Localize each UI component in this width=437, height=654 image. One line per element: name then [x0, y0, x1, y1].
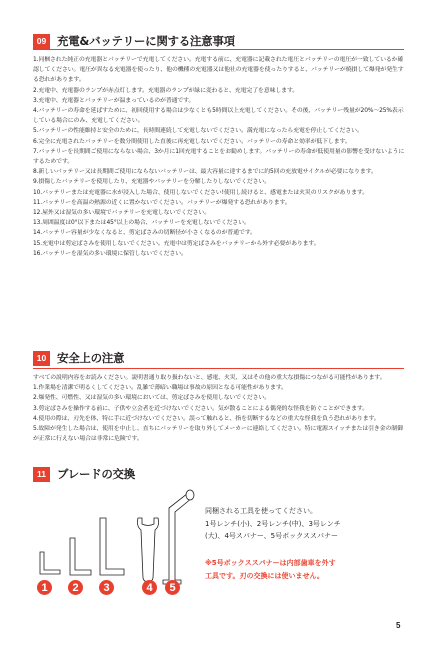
tools-description	[205, 505, 415, 543]
list-item: 15.充電中は剪定ばさみを使用しないでください。充電中は剪定ばさみをバッテリーから外す必要があります。	[33, 240, 320, 247]
spanner-icon	[137, 518, 158, 582]
list-item: 10.バッテリーまたは充電器に水が浸入した場合、使用しないでください!使用し続けると、感電または火災のリスクがあります。	[33, 189, 369, 196]
list-item: 11.バッテリーを高温の熱源の近くに置かないでください。バッテリーが爆発する恐れがあります。	[33, 199, 291, 206]
section-title: 充電&バッテリーに関する注意事項	[57, 34, 235, 48]
list-item: 5.バッテリーの性能維持と安全のために、長時間連続して充電しないでください。満充電になったら充電を停止してください。	[33, 128, 363, 135]
section-number: 11	[33, 467, 50, 482]
list-item: 9.損傷したバッテリーを使用したり、充電器やバッテリーを分解したりしないでください。	[33, 179, 271, 186]
list-item: 1.作業場を清潔で明るくしてください。乱雑で薄暗い職場は事故の原因となる可能性があります。	[33, 385, 287, 392]
list-item: 16.バッテリーを湿気の多い環境に保管しないでください。	[33, 250, 187, 257]
list-item: 8.新しいバッテリー又は長期間ご使用にならないバッテリーは、最大容量に達するまでに約5回の充放電サイクルが必要になります。	[33, 169, 377, 176]
tools-text-line: 同梱される工具を使ってください。	[205, 507, 317, 515]
warning-line: 工具です。刃の交換には使いません。	[205, 571, 324, 580]
section-title: 安全上の注意	[57, 351, 125, 365]
list-item: 4.バッテリーの寿命を延ばすために、初回使用する場合は少なくとも5時間以上充電してください。その後、バッテリー残量が20%〜25%表示している場合にのみ、充電してください。	[33, 108, 404, 125]
list-item: 6.完全に充電されたバッテリーを数分間使用した直後に再充電しないでください。バッテリーの寿命と効率が低下します。	[33, 138, 351, 145]
section-number: 10	[33, 351, 50, 366]
section-09-body	[33, 55, 405, 259]
hex-wrench-small-icon	[40, 552, 60, 574]
section-divider	[33, 368, 404, 369]
tool-number-1: 1	[37, 580, 52, 595]
section-10-header	[33, 350, 124, 366]
box-spanner-icon	[163, 490, 194, 584]
section-10-body	[33, 373, 405, 444]
page-number: 5	[396, 621, 401, 630]
list-item: 1.同梱された純正の充電器とバッテリーで充電してください。充電する前に、充電器に記載された電圧とバッテリーの電圧が一致しているか確認してください。電圧が異なる充電器を使ったり、他の機種の充電器又は他社の充電器を使ったりすると、バッテリーが焼損して爆発が発生する恐れがあります。	[33, 57, 404, 84]
section-title: ブレードの交換	[57, 467, 135, 481]
tools-text-line: (大)、4号スパナー、5号ボックススパナー	[205, 532, 339, 540]
list-item: 4.使用の際は、刃先を体、特に手に近づけないでください。誤って触れると、指を切断するなどの重大な怪我を負う恐れがあります。	[33, 415, 380, 422]
list-item: 3.充電中、充電器とバッテリーが温まっているのが普通です。	[33, 97, 195, 104]
section-number: 09	[33, 34, 50, 49]
hex-wrench-large-icon	[100, 518, 124, 575]
tool-number-4: 4	[142, 580, 157, 595]
tool-number-3: 3	[99, 580, 114, 595]
list-item: 2.充電中、充電器のランプが赤点灯します。充電器のランプが緑に変わると、充電完了を意味します。	[33, 87, 299, 94]
warning-line: ※5号ボックススパナーは内部歯車を外す	[205, 559, 336, 567]
list-item: 13.周囲温度は0°以下または45°以上の場合、バッテリーを充電しないでください。	[33, 220, 250, 227]
hex-wrench-medium-icon	[70, 538, 91, 575]
tool-number-5: 5	[165, 580, 180, 595]
list-item: 2.爆発性、可燃性、又は湿気の多い環境においては、剪定ばさみを使用しないでください。	[33, 395, 271, 402]
tool-number-2: 2	[68, 580, 83, 595]
tools-text-line: 1号レンチ(小)、2号レンチ(中)、3号レンチ	[205, 519, 341, 528]
list-item: 12.屋外又は湿気の多い環境でバッテリーを充電しないでください。	[33, 210, 210, 217]
list-item: 3.剪定ばさみを操作する前に、子供や立会者を近づけないでください。気が散ることによる偶発的な怪我を防ぐことができます。	[33, 405, 369, 412]
section-09-header	[33, 33, 235, 49]
list-item: 5.故障が発生した場合は、使用を中止し、直ちにバッテリーを取り外してメーカーに連絡してください。特に電源スイッチまたは引き金の制御が正常に行えない場合は非常に危険です。	[33, 426, 403, 443]
list-item: 14.バッテリー容量が少なくなると、剪定ばさみの切断径が小さくなるのが普通です。	[33, 230, 256, 237]
list-item: 7.バッテリーを長期間ご使用にならない場合、3か月に1回充電することをお勧めします。バッテリーの寿命が低使用量の影響を受けないようにするためです。	[33, 148, 405, 166]
section-divider	[33, 49, 404, 50]
list-item: すべての説明内容をお読みください。説明書通り取り扱わないと、感電、火災、又はその他の重大な損傷につながる可能性があります。	[33, 375, 386, 381]
tools-warning	[205, 557, 415, 582]
